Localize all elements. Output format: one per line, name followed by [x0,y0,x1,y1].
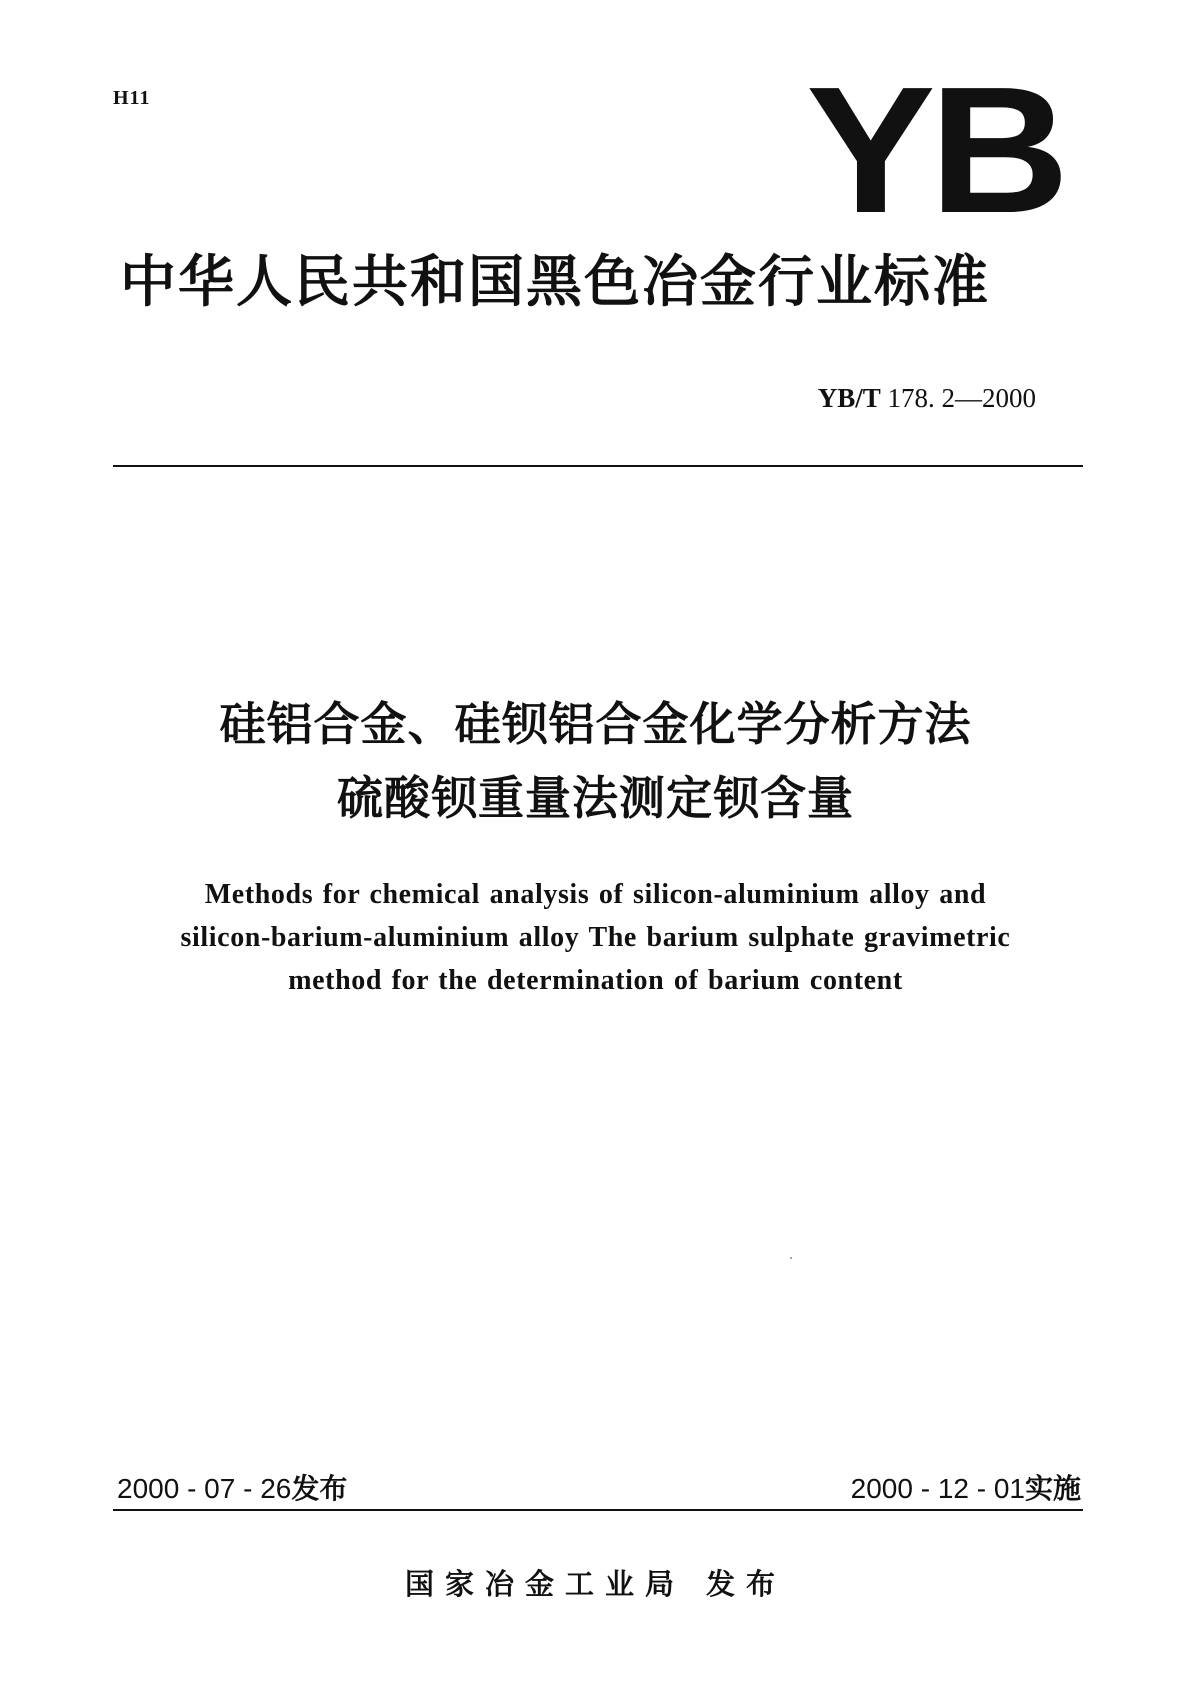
english-title-line-1: Methods for chemical analysis of silicon-aluminium alloy and [204,879,987,910]
english-title-line-3: method for the determination of barium content [288,965,903,996]
chinese-title-line-1: 硅铝合金、硅钡铝合金化学分析方法 [219,697,972,751]
scan-speck [790,1257,792,1259]
yb-logo: YB [806,50,1064,251]
issue-date-value: 2000 - 07 - 26 [117,1473,292,1504]
classification-code: H11 [113,87,151,109]
implementation-label: 实施 [1024,1472,1081,1505]
chinese-title-line-2: 硫酸钡重量法测定钡含量 [337,771,854,825]
english-title-line-2: silicon-barium-aluminium alloy The barium sulphate gravimetric [180,922,1011,953]
top-divider [113,465,1083,467]
implementation-date-value: 2000 - 12 - 01 [850,1473,1025,1504]
standard-number-value: 178. 2—2000 [887,383,1036,413]
bottom-divider [113,1509,1083,1511]
standard-title: 中华人民共和国黑色冶金行业标准 [120,250,990,315]
publisher: 国家冶金工业局 发布 [404,1567,787,1601]
implementation-date [851,1467,1081,1507]
standard-number [818,383,1036,414]
issue-label: 发布 [291,1472,348,1505]
issue-date [117,1467,347,1507]
standard-number-code: YB/T [817,383,881,413]
